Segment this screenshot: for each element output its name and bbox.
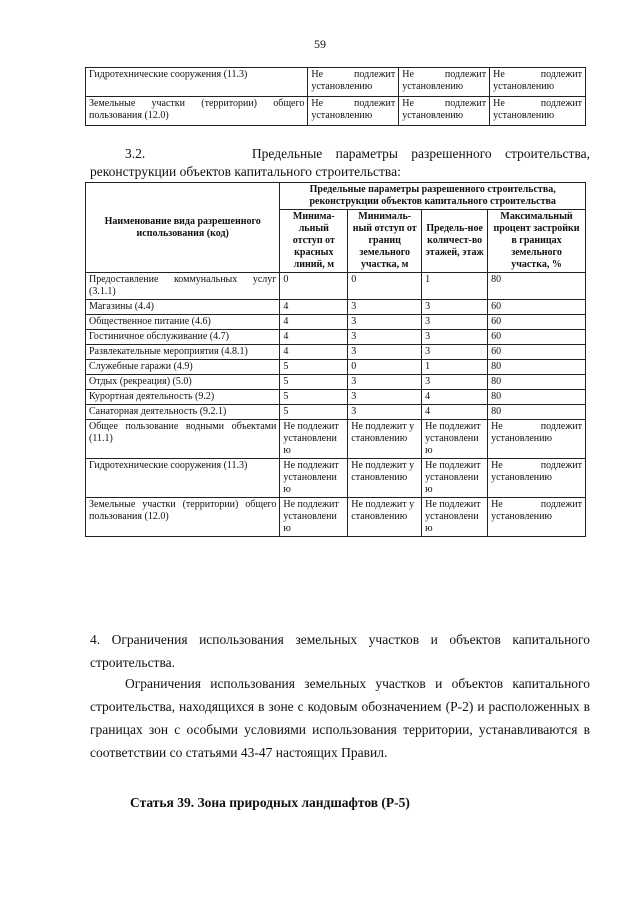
section-title-part1: Предельные параметры разрешенного строительства, — [251, 146, 591, 161]
section-4-body: Ограничения использования земельных участков и объектов капитального строительства, находящихся в зоне с кодовым обозначением (Р-2) и расположенных в границах зон с особыми условиями использования территории, устанавливаются в соответствии со статьями 43-47 настоящих Правил. — [90, 676, 590, 760]
max-coverage-cell: Не подлежит установлению — [488, 459, 586, 498]
max-floors-cell: 4 — [422, 390, 488, 405]
page-number: 59 — [314, 37, 326, 51]
max-floors-cell: 3 — [422, 330, 488, 345]
max-coverage-cell: 80 — [488, 375, 586, 390]
max-floors-cell: 1 — [422, 273, 488, 300]
max-floors-cell: 3 — [422, 345, 488, 360]
use-type-cell: Гостиничное обслуживание (4.7) — [86, 330, 280, 345]
use-type-cell: Земельные участки (территории) общего пользования (12.0) — [86, 97, 308, 126]
table-row — [86, 360, 586, 375]
use-type-cell: Отдых (рекреация) (5.0) — [86, 375, 280, 390]
red-line-setback-cell: 4 — [280, 300, 348, 315]
max-floors-cell: 4 — [422, 405, 488, 420]
max-floors-cell: Не подлежит установлению — [422, 498, 488, 537]
red-line-setback-cell: Не подлежит установлению — [280, 459, 348, 498]
value-cell: Не подлежит установлению — [399, 97, 490, 126]
table-row — [86, 273, 586, 300]
boundary-setback-cell: Не подлежит установлению — [348, 459, 422, 498]
use-type-cell: Развлекательные мероприятия (4.8.1) — [86, 345, 280, 360]
section-4-title-text: 4. Ограничения использования земельных участков и объектов капитального строительства. — [90, 632, 590, 670]
boundary-setback-cell: Не подлежит установлению — [348, 498, 422, 537]
max-coverage-cell: 80 — [488, 360, 586, 375]
red-line-setback-cell: 5 — [280, 390, 348, 405]
value-cell: Не подлежит установлению — [308, 68, 399, 97]
max-coverage-cell: 60 — [488, 330, 586, 345]
building-parameters-table — [85, 182, 586, 537]
red-line-setback-cell: 5 — [280, 405, 348, 420]
max-coverage-cell: Не подлежит установлению — [488, 498, 586, 537]
max-floors-cell: Не подлежит установлению — [422, 420, 488, 459]
header-red-line-setback: Минима-льный отступ от красных линий, м — [280, 210, 348, 273]
max-floors-cell: 3 — [422, 300, 488, 315]
max-coverage-cell: 80 — [488, 405, 586, 420]
red-line-setback-cell: 5 — [280, 375, 348, 390]
boundary-setback-cell: 3 — [348, 390, 422, 405]
use-type-cell: Предоставление коммунальных услуг (3.1.1) — [86, 273, 280, 300]
value-cell: Не подлежит установлению — [490, 68, 586, 97]
use-type-cell: Общественное питание (4.6) — [86, 315, 280, 330]
table-row — [86, 390, 586, 405]
section-3-2-heading — [90, 145, 590, 181]
use-type-cell: Земельные участки (территории) общего пользования (12.0) — [86, 498, 280, 537]
boundary-setback-cell: 0 — [348, 360, 422, 375]
header-max-coverage: Максимальный процент застройки в границах земельного участка, % — [488, 210, 586, 273]
use-type-cell: Общее пользование водными объектами (11.1) — [86, 420, 280, 459]
value-cell: Не подлежит установлению — [490, 97, 586, 126]
section-title-part2: реконструкции объектов капитального строительства: — [90, 164, 401, 179]
max-coverage-cell: 60 — [488, 345, 586, 360]
use-type-cell: Служебные гаражи (4.9) — [86, 360, 280, 375]
header-max-floors: Предель-ное количест-во этажей, этаж — [422, 210, 488, 273]
boundary-setback-cell: Не подлежит установлению — [348, 420, 422, 459]
table-row — [86, 300, 586, 315]
value-cell: Не подлежит установлению — [399, 68, 490, 97]
use-type-cell: Санаторная деятельность (9.2.1) — [86, 405, 280, 420]
use-type-cell: Гидротехнические сооружения (11.3) — [86, 68, 308, 97]
table-row — [86, 459, 586, 498]
red-line-setback-cell: 5 — [280, 360, 348, 375]
table-row — [86, 375, 586, 390]
max-floors-cell: 3 — [422, 375, 488, 390]
red-line-setback-cell: 4 — [280, 315, 348, 330]
table-row — [86, 405, 586, 420]
continuation-table — [85, 67, 586, 126]
use-type-cell: Гидротехнические сооружения (11.3) — [86, 459, 280, 498]
max-coverage-cell: Не подлежит установлению — [488, 420, 586, 459]
boundary-setback-cell: 3 — [348, 405, 422, 420]
max-coverage-cell: 80 — [488, 390, 586, 405]
table-row — [86, 330, 586, 345]
use-type-cell: Магазины (4.4) — [86, 300, 280, 315]
table-row — [86, 498, 586, 537]
boundary-setback-cell: 3 — [348, 315, 422, 330]
table-row — [86, 315, 586, 330]
max-coverage-cell: 60 — [488, 300, 586, 315]
max-floors-cell: 1 — [422, 360, 488, 375]
article-heading: Статья 39. Зона природных ландшафтов (Р-5) — [130, 795, 410, 810]
header-boundary-setback: Минималь-ный отступ от границ земельного участка, м — [348, 210, 422, 273]
red-line-setback-cell: 0 — [280, 273, 348, 300]
max-coverage-cell: 60 — [488, 315, 586, 330]
red-line-setback-cell: Не подлежит установлению — [280, 420, 348, 459]
max-floors-cell: Не подлежит установлению — [422, 459, 488, 498]
use-type-cell: Курортная деятельность (9.2) — [86, 390, 280, 405]
value-cell: Не подлежит установлению — [308, 97, 399, 126]
header-parameters-group: Предельные параметры разрешенного строительства, реконструкции объектов капитального строительства — [280, 183, 586, 210]
boundary-setback-cell: 3 — [348, 345, 422, 360]
boundary-setback-cell: 0 — [348, 273, 422, 300]
table-row — [86, 97, 586, 126]
header-use-type: Наименование вида разрешенного использования (код) — [86, 183, 280, 273]
boundary-setback-cell: 3 — [348, 375, 422, 390]
red-line-setback-cell: 4 — [280, 345, 348, 360]
table-row — [86, 345, 586, 360]
section-4-title — [90, 628, 590, 674]
max-coverage-cell: 80 — [488, 273, 586, 300]
boundary-setback-cell: 3 — [348, 330, 422, 345]
boundary-setback-cell: 3 — [348, 300, 422, 315]
section-number: 3.2. — [125, 146, 146, 161]
table-row — [86, 68, 586, 97]
red-line-setback-cell: 4 — [280, 330, 348, 345]
max-floors-cell: 3 — [422, 315, 488, 330]
red-line-setback-cell: Не подлежит установлению — [280, 498, 348, 537]
table-row — [86, 420, 586, 459]
